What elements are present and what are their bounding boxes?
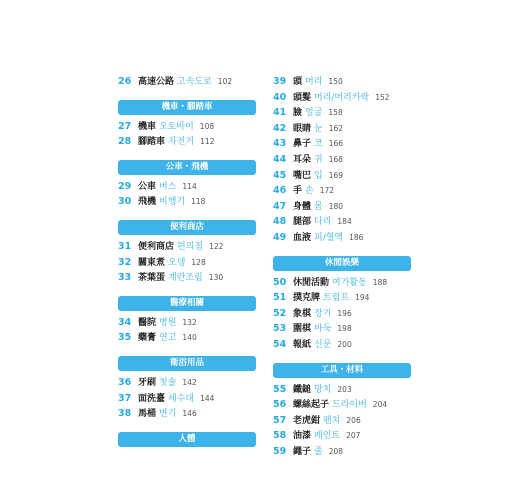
entry-number: 37 (118, 392, 132, 404)
section-header: 機車・腳踏車 (118, 100, 256, 115)
entry-page-number: 198 (337, 324, 352, 334)
toc-entry[interactable] (273, 290, 413, 306)
entry-number: 48 (273, 216, 287, 228)
toc-entry[interactable] (273, 105, 413, 121)
entry-chinese-term: 腿部 (293, 217, 312, 228)
entry-page-number: 118 (191, 197, 206, 207)
entry-chinese-term: 牙刷 (138, 377, 157, 388)
entry-korean-term: 줄 (314, 446, 323, 457)
section-header: 衛浴用品 (118, 356, 256, 371)
entry-korean-term: 머리/머리카락 (314, 92, 370, 103)
toc-entry[interactable] (273, 444, 413, 460)
toc-entry[interactable] (273, 183, 413, 199)
entry-page-number: 144 (200, 393, 215, 403)
section-header: 休閒娛樂 (273, 256, 411, 271)
section-header: 醫療相關 (118, 296, 256, 311)
entry-chinese-term: 頭 (293, 77, 303, 87)
entry-number: 58 (273, 430, 287, 442)
entry-chinese-term: 面洗臺 (138, 393, 166, 404)
entry-number: 47 (273, 200, 287, 212)
entry-number: 57 (273, 414, 287, 426)
entry-page-number: 128 (191, 257, 206, 267)
section-header: 工具・材料 (273, 363, 411, 378)
entry-number: 49 (273, 231, 287, 243)
entry-chinese-term: 腳踏車 (138, 137, 166, 148)
entry-page-number: 158 (328, 108, 343, 118)
entry-page-number: 102 (217, 77, 233, 86)
entry-chinese-term: 休閒活動 (293, 277, 330, 288)
entry-chinese-term: 報紙 (293, 339, 312, 350)
toc-entry[interactable] (118, 119, 258, 135)
entry-korean-term: 손 (305, 186, 314, 197)
entry-chinese-term: 醫院 (138, 317, 157, 328)
entry-number: 40 (273, 91, 287, 103)
entry-page-number: 146 (182, 409, 197, 419)
toc-entry[interactable] (273, 321, 413, 337)
entry-number: 27 (118, 120, 132, 132)
entry-page-number: 208 (328, 446, 344, 456)
entry-page-number: 172 (319, 186, 335, 196)
entry-page-number: 150 (328, 77, 343, 86)
entry-page-number: 162 (328, 123, 344, 133)
entry-page-number: 186 (349, 232, 364, 242)
entry-chinese-term: 老虎鉗 (293, 415, 321, 426)
toc-entry[interactable] (273, 397, 413, 413)
entry-korean-term: 다리 (314, 217, 332, 228)
entry-number: 44 (273, 153, 287, 165)
entry-number: 31 (118, 240, 132, 252)
entry-chinese-term: 頭髮 (293, 92, 312, 103)
entry-page-number: 169 (328, 170, 344, 180)
entry-number: 42 (273, 122, 287, 134)
entry-chinese-term: 撲克牌 (293, 293, 321, 304)
toc-entry[interactable] (273, 74, 413, 90)
entry-chinese-term: 便利商店 (138, 241, 175, 252)
entry-number: 55 (273, 383, 287, 395)
entry-korean-term: 연고 (159, 333, 177, 344)
entry-korean-term: 여가활동 (332, 277, 367, 288)
entry-chinese-term: 公車 (138, 181, 157, 192)
entry-page-number: 194 (355, 293, 370, 303)
toc-entry[interactable] (273, 382, 413, 398)
entry-korean-term: 트럼프 (323, 293, 350, 304)
entry-chinese-term: 鐵鎚 (293, 384, 312, 395)
entry-number: 46 (273, 185, 287, 197)
entry-korean-term: 드라이버 (332, 400, 367, 411)
entry-page-number: 180 (328, 201, 344, 211)
entry-page-number: 166 (328, 139, 344, 149)
entry-korean-term: 눈 (314, 123, 323, 134)
entry-chinese-term: 身體 (293, 201, 312, 212)
entry-korean-term: 오토바이 (159, 121, 194, 132)
entry-page-number: 188 (372, 277, 388, 287)
entry-chinese-term: 藥膏 (138, 333, 157, 344)
entry-korean-term: 변기 (159, 409, 177, 420)
entry-page-number: 196 (337, 308, 352, 318)
entry-number: 38 (118, 408, 132, 420)
entry-chinese-term: 手 (293, 186, 303, 197)
toc-entry[interactable] (118, 239, 258, 255)
entry-chinese-term: 圍棋 (293, 324, 312, 335)
entry-chinese-term: 飛機 (138, 197, 157, 208)
section-header: 人體 (118, 432, 256, 447)
entry-chinese-term: 油漆 (293, 431, 312, 442)
entry-korean-term: 자전거 (168, 137, 195, 148)
toc-entry[interactable] (273, 337, 413, 353)
toc-entry[interactable] (118, 134, 258, 150)
toc-entry[interactable] (118, 406, 258, 422)
entry-number: 54 (273, 338, 287, 350)
entry-chinese-term: 臉 (293, 108, 303, 119)
entry-page-number: 206 (346, 415, 361, 425)
entry-number: 53 (273, 323, 287, 335)
entry-page-number: 142 (182, 377, 197, 387)
entry-korean-term: 병원 (159, 317, 177, 328)
toc-entry[interactable] (273, 306, 413, 322)
toc-entry[interactable] (118, 315, 258, 331)
entry-number: 41 (273, 107, 287, 119)
toc-entry[interactable] (118, 391, 258, 407)
section-header: 便利商店 (118, 220, 256, 235)
entry-korean-term: 입 (314, 170, 323, 181)
entry-number: 34 (118, 316, 132, 328)
entry-number: 32 (118, 256, 132, 268)
entry-korean-term: 신문 (314, 339, 332, 350)
entry-chinese-term: 螺絲起子 (293, 400, 330, 411)
toc-entry[interactable] (273, 199, 413, 215)
toc-entry[interactable] (118, 74, 258, 90)
entry-korean-term: 페인트 (314, 431, 341, 442)
entry-chinese-term: 關東煮 (138, 257, 166, 268)
entry-page-number: 168 (328, 154, 344, 164)
toc-entry[interactable] (273, 121, 413, 137)
entry-page-number: 200 (337, 339, 352, 349)
entry-korean-term: 머리 (305, 77, 323, 87)
entry-number: 26 (118, 76, 132, 87)
entry-page-number: 132 (182, 317, 197, 327)
entry-korean-term: 장기 (314, 308, 332, 319)
entry-number: 28 (118, 136, 132, 148)
entry-page-number: 112 (200, 137, 215, 147)
entry-korean-term: 계란조림 (168, 273, 203, 284)
toc-entry[interactable] (273, 136, 413, 152)
entry-number: 52 (273, 307, 287, 319)
entry-number: 36 (118, 376, 132, 388)
toc-entry[interactable] (273, 152, 413, 168)
entry-korean-term: 펜치 (323, 415, 341, 426)
entry-chinese-term: 馬桶 (138, 409, 157, 420)
entry-chinese-term: 機車 (138, 121, 157, 132)
toc-left-column (118, 74, 258, 451)
entry-korean-term: 세수대 (168, 393, 195, 404)
toc-entry[interactable] (118, 255, 258, 271)
toc-entry[interactable] (118, 194, 258, 210)
entry-number: 30 (118, 196, 132, 208)
entry-page-number: 203 (337, 384, 352, 394)
toc-entry[interactable] (118, 179, 258, 195)
toc-entry[interactable] (118, 375, 258, 391)
entry-korean-term: 고속도로 (177, 77, 212, 87)
section-header: 公車・飛機 (118, 160, 256, 175)
entry-korean-term: 바둑 (314, 324, 332, 335)
entry-korean-term: 오뎅 (168, 257, 186, 268)
toc-entry[interactable] (118, 330, 258, 346)
toc-entry[interactable] (273, 230, 413, 246)
entry-page-number: 152 (375, 92, 390, 102)
entry-page-number: 122 (209, 241, 224, 251)
toc-entry[interactable] (118, 270, 258, 286)
entry-chinese-term: 高速公路 (138, 77, 175, 87)
entry-korean-term: 얼굴 (305, 108, 323, 119)
entry-number: 43 (273, 138, 287, 150)
entry-page-number: 204 (372, 400, 388, 410)
entry-number: 51 (273, 292, 287, 304)
entry-page-number: 207 (346, 431, 361, 441)
toc-entry[interactable] (273, 214, 413, 230)
entry-korean-term: 칫솔 (159, 377, 177, 388)
entry-korean-term: 귀 (314, 154, 323, 165)
toc-entry[interactable] (273, 275, 413, 291)
entry-page-number: 140 (182, 333, 197, 343)
toc-entry[interactable] (273, 428, 413, 444)
entry-chinese-term: 繩子 (293, 446, 312, 457)
entry-korean-term: 비행기 (159, 197, 186, 208)
toc-entry[interactable] (273, 413, 413, 429)
entry-number: 50 (273, 276, 287, 288)
entry-page-number: 184 (337, 217, 352, 227)
entry-page-number: 130 (208, 273, 224, 283)
entry-chinese-term: 鼻子 (293, 139, 312, 150)
entry-number: 56 (273, 399, 287, 411)
entry-number: 29 (118, 180, 132, 192)
toc-right-column (273, 74, 413, 459)
entry-chinese-term: 耳朵 (293, 154, 312, 165)
entry-korean-term: 망치 (314, 384, 332, 395)
entry-korean-term: 코 (314, 139, 323, 150)
entry-korean-term: 버스 (159, 181, 177, 192)
entry-number: 59 (273, 445, 287, 457)
entry-page-number: 114 (182, 181, 197, 191)
entry-chinese-term: 血液 (293, 232, 312, 243)
entry-chinese-term: 嘴巴 (293, 170, 312, 181)
entry-number: 33 (118, 272, 132, 284)
entry-number: 35 (118, 332, 132, 344)
entry-korean-term: 피/혈액 (314, 232, 344, 243)
entry-number: 39 (273, 76, 287, 87)
entry-chinese-term: 象棋 (293, 308, 312, 319)
entry-korean-term: 몸 (314, 201, 323, 212)
entry-chinese-term: 茶葉蛋 (138, 273, 166, 284)
entry-number: 45 (273, 169, 287, 181)
toc-entry[interactable] (273, 168, 413, 184)
entry-page-number: 108 (199, 121, 215, 131)
toc-entry[interactable] (273, 90, 413, 106)
entry-chinese-term: 眼睛 (293, 123, 312, 134)
entry-korean-term: 편의점 (177, 241, 204, 252)
